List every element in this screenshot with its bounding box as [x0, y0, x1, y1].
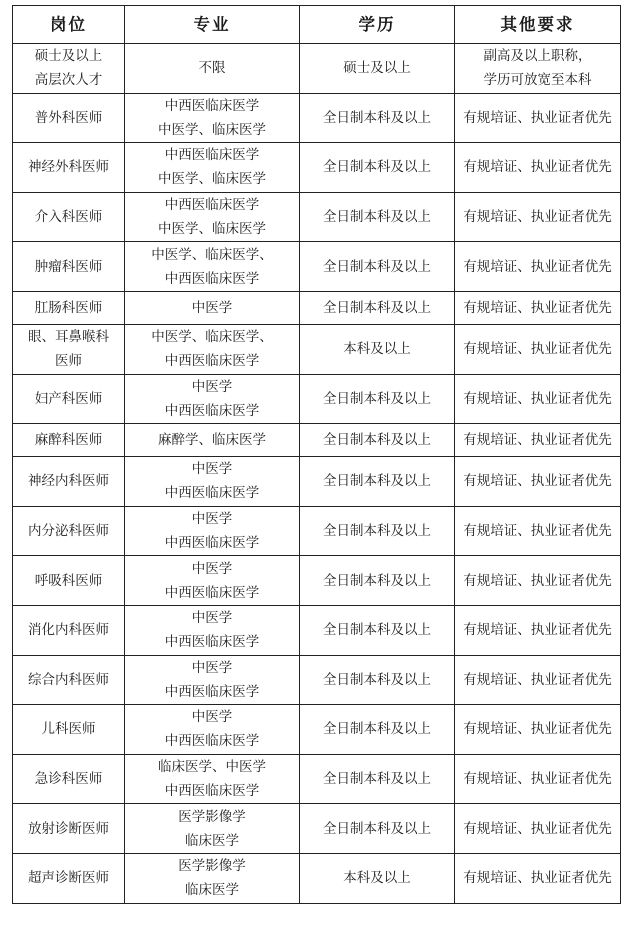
cell-major-line: 中医学、临床医学、 [151, 329, 273, 346]
table-row [13, 44, 621, 94]
cell-major-line: 中医学、临床医学 [158, 221, 266, 238]
cell-major-line: 临床医学 [185, 832, 239, 849]
cell-major-line: 中医学、临床医学 [158, 121, 266, 138]
cell-major [125, 143, 300, 193]
cell-major-line: 中西医临床医学 [164, 584, 260, 601]
table-row [13, 291, 621, 324]
cell-position-line: 内分泌科医师 [28, 523, 109, 540]
cell-major-line: 中西医临床医学 [164, 683, 260, 700]
cell-education: 全日制本科及以上 [300, 374, 455, 424]
cell-education: 本科及以上 [300, 324, 455, 374]
cell-major [125, 324, 300, 374]
cell-other-requirements [455, 506, 621, 556]
cell-major-line: 中医学、临床医学、 [151, 246, 273, 263]
cell-major-line: 中医学、临床医学 [158, 171, 266, 188]
cell-education: 全日制本科及以上 [300, 143, 455, 193]
cell-position-line: 肛肠科医师 [34, 299, 103, 316]
cell-major [125, 374, 300, 424]
cell-position-line: 眼、耳鼻喉科 [28, 329, 109, 346]
cell-major-line: 不限 [198, 60, 226, 77]
cell-major-line: 中西医临床医学 [164, 485, 260, 502]
cell-major-line: 中医学 [191, 511, 233, 528]
cell-major [125, 804, 300, 854]
cell-other-requirements [455, 291, 621, 324]
cell-other-requirements [455, 754, 621, 804]
cell-other-requirements-line: 有规培证、执业证者优先 [463, 473, 612, 490]
cell-major [125, 93, 300, 143]
cell-position-line: 消化内科医师 [28, 622, 109, 639]
cell-education: 全日制本科及以上 [300, 556, 455, 606]
cell-position-line: 综合内科医师 [28, 671, 109, 688]
table-row [13, 705, 621, 755]
table-row [13, 655, 621, 705]
cell-major-line: 中医学 [191, 560, 233, 577]
cell-major [125, 44, 300, 94]
cell-education: 全日制本科及以上 [300, 457, 455, 507]
cell-other-requirements-line: 有规培证、执业证者优先 [463, 771, 612, 788]
cell-position-line: 麻醉科医师 [34, 432, 103, 449]
cell-position [13, 242, 125, 292]
cell-position [13, 324, 125, 374]
cell-major-line: 中西医临床医学 [164, 402, 260, 419]
cell-position [13, 457, 125, 507]
cell-major-line: 中医学 [191, 709, 233, 726]
cell-other-requirements-line: 有规培证、执业证者优先 [463, 209, 612, 226]
table-row [13, 556, 621, 606]
cell-education: 全日制本科及以上 [300, 506, 455, 556]
cell-position-line: 神经外科医师 [28, 159, 109, 176]
cell-position [13, 754, 125, 804]
cell-position [13, 93, 125, 143]
cell-other-requirements [455, 457, 621, 507]
recruitment-table-container [12, 5, 621, 904]
cell-other-requirements [455, 605, 621, 655]
cell-position-line: 超声诊断医师 [28, 870, 109, 887]
cell-major-line: 中西医临床医学 [164, 353, 260, 370]
cell-other-requirements [455, 324, 621, 374]
cell-other-requirements-line: 有规培证、执业证者优先 [463, 820, 612, 837]
cell-major-line: 临床医学 [185, 882, 239, 899]
cell-position-line: 妇产科医师 [34, 390, 103, 407]
cell-position [13, 605, 125, 655]
cell-position [13, 853, 125, 903]
table-row [13, 457, 621, 507]
cell-other-requirements [455, 44, 621, 94]
cell-position [13, 291, 125, 324]
table-header-row [13, 6, 621, 44]
cell-position [13, 374, 125, 424]
cell-major-line: 中西医临床医学 [164, 270, 260, 287]
cell-other-requirements-line: 有规培证、执业证者优先 [463, 671, 612, 688]
cell-other-requirements [455, 705, 621, 755]
cell-other-requirements-line: 有规培证、执业证者优先 [463, 622, 612, 639]
cell-position-line: 肿瘤科医师 [34, 258, 103, 275]
cell-position [13, 506, 125, 556]
cell-other-requirements-line: 有规培证、执业证者优先 [463, 432, 612, 449]
table-row [13, 93, 621, 143]
cell-position [13, 424, 125, 457]
cell-other-requirements-line: 有规培证、执业证者优先 [463, 572, 612, 589]
cell-other-requirements-line: 有规培证、执业证者优先 [463, 109, 612, 126]
cell-education: 全日制本科及以上 [300, 242, 455, 292]
cell-other-requirements-line: 有规培证、执业证者优先 [463, 159, 612, 176]
cell-other-requirements [455, 192, 621, 242]
table-row [13, 192, 621, 242]
cell-major-line: 中医学 [191, 659, 233, 676]
cell-position [13, 44, 125, 94]
cell-major-line: 中西医临床医学 [164, 783, 260, 800]
cell-major [125, 754, 300, 804]
cell-major-line: 医学影像学 [178, 858, 246, 875]
header-education: 学历 [300, 6, 455, 44]
cell-position-line: 医师 [55, 353, 82, 370]
cell-other-requirements-line: 有规培证、执业证者优先 [463, 523, 612, 540]
cell-other-requirements-line: 有规培证、执业证者优先 [463, 258, 612, 275]
table-row [13, 242, 621, 292]
cell-major-line: 中西医临床医学 [164, 535, 260, 552]
cell-major [125, 655, 300, 705]
cell-education: 全日制本科及以上 [300, 754, 455, 804]
cell-other-requirements-line: 有规培证、执业证者优先 [463, 390, 612, 407]
table-row [13, 506, 621, 556]
cell-education: 全日制本科及以上 [300, 655, 455, 705]
cell-major-line: 医学影像学 [178, 808, 246, 825]
cell-other-requirements [455, 424, 621, 457]
cell-other-requirements [455, 374, 621, 424]
cell-major [125, 457, 300, 507]
table-row [13, 324, 621, 374]
header-major: 专业 [125, 6, 300, 44]
cell-major [125, 506, 300, 556]
cell-position-line: 普外科医师 [34, 109, 103, 126]
cell-major-line: 中医学 [191, 378, 233, 395]
cell-other-requirements-line: 副高及以上职称， [483, 48, 592, 65]
cell-other-requirements-line: 学历可放宽至本科 [483, 72, 592, 89]
cell-other-requirements [455, 853, 621, 903]
table-row [13, 853, 621, 903]
cell-major-line: 麻醉学、临床医学 [158, 432, 266, 449]
cell-other-requirements [455, 242, 621, 292]
cell-other-requirements [455, 93, 621, 143]
cell-education: 全日制本科及以上 [300, 804, 455, 854]
cell-other-requirements-line: 有规培证、执业证者优先 [463, 870, 612, 887]
cell-major-line: 临床医学、中医学 [158, 759, 266, 776]
table-row [13, 605, 621, 655]
cell-major-line: 中医学 [191, 461, 233, 478]
table-row [13, 424, 621, 457]
cell-position [13, 705, 125, 755]
cell-major [125, 605, 300, 655]
header-position: 岗位 [13, 6, 125, 44]
cell-major [125, 192, 300, 242]
cell-major-line: 中西医临床医学 [164, 634, 260, 651]
cell-position [13, 192, 125, 242]
cell-major-line: 中医学 [191, 610, 233, 627]
cell-education: 全日制本科及以上 [300, 291, 455, 324]
cell-position-line: 高层次人才 [34, 72, 103, 89]
cell-education: 本科及以上 [300, 853, 455, 903]
cell-education: 全日制本科及以上 [300, 705, 455, 755]
cell-other-requirements [455, 143, 621, 193]
cell-position [13, 655, 125, 705]
cell-education: 全日制本科及以上 [300, 192, 455, 242]
cell-position-line: 急诊科医师 [34, 771, 103, 788]
cell-major-line: 中西医临床医学 [164, 733, 260, 750]
cell-other-requirements-line: 有规培证、执业证者优先 [463, 299, 612, 316]
header-other-requirements: 其他要求 [455, 6, 621, 44]
cell-position-line: 儿科医师 [41, 721, 96, 738]
cell-other-requirements-line: 有规培证、执业证者优先 [463, 341, 612, 358]
cell-major [125, 705, 300, 755]
cell-major [125, 556, 300, 606]
cell-position-line: 介入科医师 [34, 209, 103, 226]
cell-position-line: 呼吸科医师 [34, 572, 103, 589]
cell-major-line: 中西医临床医学 [164, 147, 260, 164]
cell-position-line: 放射诊断医师 [28, 820, 109, 837]
cell-position-line: 硕士及以上 [34, 48, 103, 65]
table-row [13, 143, 621, 193]
cell-position-line: 神经内科医师 [28, 473, 109, 490]
table-row [13, 754, 621, 804]
table-row [13, 374, 621, 424]
cell-education: 硕士及以上 [300, 44, 455, 94]
cell-major [125, 853, 300, 903]
cell-major-line: 中西医临床医学 [164, 197, 260, 214]
cell-position [13, 556, 125, 606]
recruitment-table [12, 5, 621, 904]
cell-major-line: 中医学 [191, 299, 233, 316]
cell-major-line: 中西医临床医学 [164, 97, 260, 114]
cell-other-requirements [455, 804, 621, 854]
cell-position [13, 804, 125, 854]
cell-major [125, 291, 300, 324]
cell-other-requirements [455, 556, 621, 606]
cell-major [125, 242, 300, 292]
cell-position [13, 143, 125, 193]
cell-education: 全日制本科及以上 [300, 424, 455, 457]
cell-education: 全日制本科及以上 [300, 93, 455, 143]
cell-other-requirements-line: 有规培证、执业证者优先 [463, 721, 612, 738]
cell-major [125, 424, 300, 457]
cell-other-requirements [455, 655, 621, 705]
table-row [13, 804, 621, 854]
cell-education: 全日制本科及以上 [300, 605, 455, 655]
